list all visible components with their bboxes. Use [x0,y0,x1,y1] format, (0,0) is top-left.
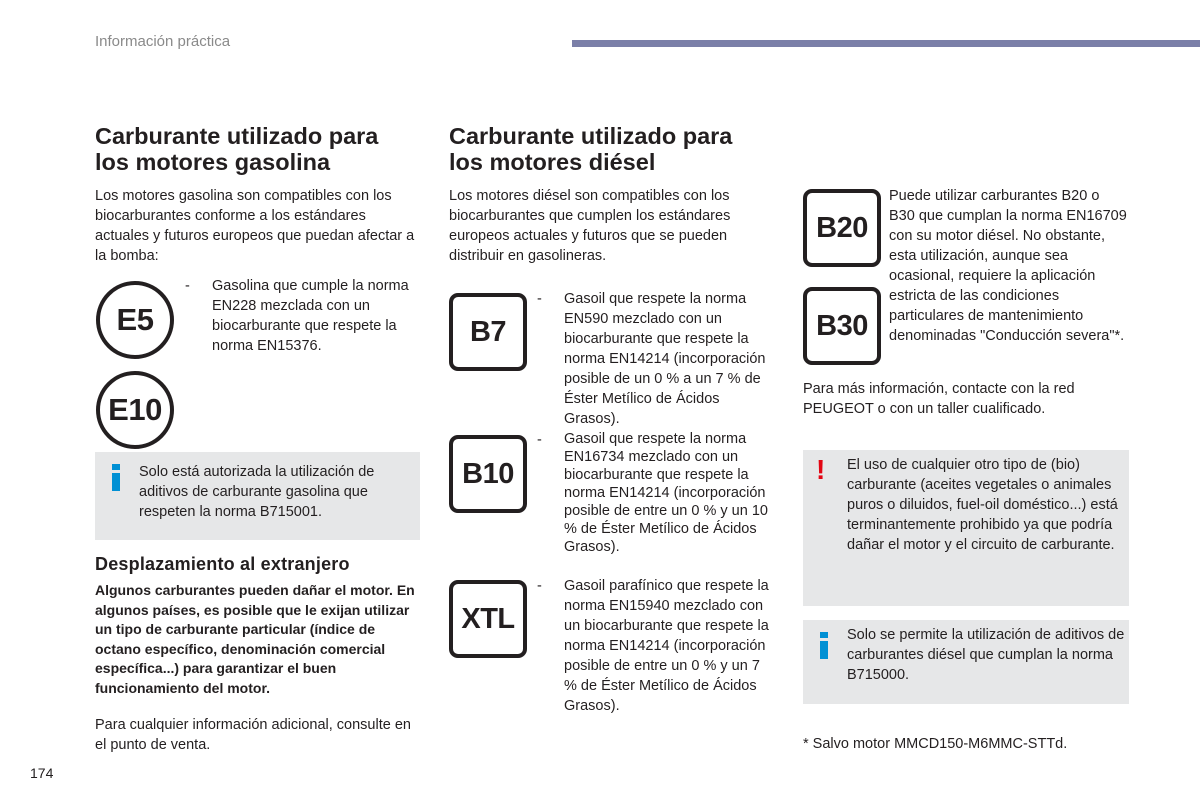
footnote: * Salvo motor MMCD150-M6MMC-STTd. [803,736,1068,752]
list-dash: - [537,291,542,307]
warning-text: El uso de cualquier otro tipo de (bio) carburante (aceites vegetales o animales puros o diluidos, fuel-oil doméstico...) está terminantemente prohibido ya que podría dañar el motor y el circuito de carburante. [847,457,1118,553]
diesel-heading: Carburante utilizado para los motores diésel [449,123,733,175]
list-dash: - [185,278,190,294]
e10-label-icon: E10 [96,371,174,449]
diesel-info-box [803,620,1129,704]
section-label: Información práctica [95,33,231,50]
list-dash: - [537,578,542,594]
xtl-label-icon: XTL [449,580,527,658]
abroad-closing-text: Para cualquier información adicional, consulte en el punto de venta. [95,717,411,753]
list-dash: - [537,432,542,448]
header-accent-bar [572,40,1200,47]
xtl-item-text: Gasoil parafínico que respete la norma EN15940 mezclado con un biocarburante que respete la norma EN14214 (incorporación posible de entre un 0 % y un 7 % de Éster Metílico de Ácidos Grasos). [564,578,769,714]
b7-label-icon: B7 [449,293,527,371]
more-info-text: Para más información, contacte con la red PEUGEOT o con un taller cualificado. [803,381,1075,417]
b20-label-icon: B20 [803,189,881,267]
b10-item-text: Gasoil que respete la norma EN16734 mezclado con un biocarburante que respete la norma EN14214 (incorporación posible de entre un 0 % y un 10 % de Éster Metílico de Ácidos Grasos). [564,431,768,555]
b20-b30-text: Puede utilizar carburantes B20 o B30 que cumplan la norma EN16709 con su motor diésel. No obstante, esta utilización, aunque sea ocasional, requiere la aplicación estricta de las condiciones particulares de mantenimiento denominadas "Conducción severa"*. [889,188,1127,344]
gasoline-info-box [95,452,420,540]
abroad-heading: Desplazamiento al extranjero [95,554,350,574]
e5-label-icon: E5 [96,281,174,359]
b30-label-icon: B30 [803,287,881,365]
gasoline-info-text: Solo está autorizada la utilización de aditivos de carburante gasolina que respeten la norma B715001. [139,464,375,520]
diesel-intro: Los motores diésel son compatibles con los biocarburantes que cumplen los estándares europeos actuales y futuros que se pueden distribuir en gasolineras. [449,188,731,264]
page-number: 174 [30,765,54,781]
warning-box [803,450,1129,606]
warning-icon: ! [816,454,826,485]
info-icon [111,464,121,491]
gasoline-item-text: Gasolina que cumple la norma EN228 mezclada con un biocarburante que respete la norma EN15376. [212,278,409,354]
b10-label-icon: B10 [449,435,527,513]
info-icon [819,632,829,659]
gasoline-heading: Carburante utilizado para los motores gasolina [95,123,379,175]
diesel-info-text: Solo se permite la utilización de aditivos de carburantes diésel que cumplan la norma B715000. [847,627,1125,683]
gasoline-intro: Los motores gasolina son compatibles con los biocarburantes conforme a los estándares actuales y futuros europeos que puedan afectar a la bomba: [95,188,415,264]
abroad-warning-text: Algunos carburantes pueden dañar el motor. En algunos países, es posible que le exijan utilizar un tipo de carburante particular (índice de octano específico, denominación comercial específica...) para garantizar el buen funcionamiento del motor. [95,582,415,696]
b7-item-text: Gasoil que respete la norma EN590 mezclado con un biocarburante que respete la norma EN14214 (incorporación posible de un 0 % a un 7 % de Éster Metílico de Ácidos Grasos). [564,291,766,427]
